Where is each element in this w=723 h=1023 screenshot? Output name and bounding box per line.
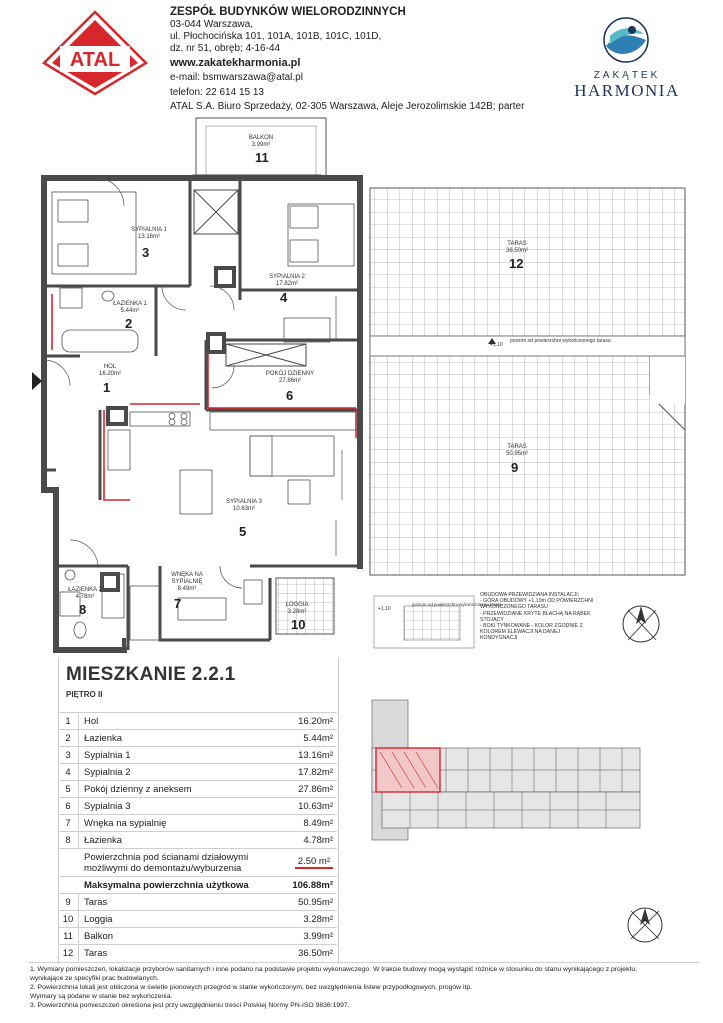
room-label-2: ŁAZIENKA 1 5.44m² bbox=[113, 301, 147, 314]
brand-line-1: ZAKĄTEK bbox=[593, 70, 661, 81]
row-number: 3 bbox=[65, 750, 71, 761]
row-number: 10 bbox=[62, 914, 74, 925]
area-table-row bbox=[58, 927, 337, 945]
area-table-row bbox=[58, 797, 337, 815]
level-mark: +1.10 bbox=[490, 342, 503, 348]
notes-divider bbox=[28, 962, 700, 963]
floor-label: PIĘTRO II bbox=[66, 690, 103, 699]
room-number-8: 8 bbox=[79, 602, 87, 617]
max-area-label: Maksymalna powierzchnia użytkowa bbox=[84, 880, 249, 891]
partition-row bbox=[58, 848, 337, 877]
row-value: 3.28m² bbox=[303, 914, 333, 925]
legend-line: KONDYGNACJI bbox=[480, 635, 518, 642]
legend-line: - PRZEWIDZIANE KRYTE BLACHĄ NA RĄBEK bbox=[480, 610, 591, 617]
row-label: Sypialnia 1 bbox=[84, 750, 131, 761]
row-number: 11 bbox=[63, 931, 73, 942]
row-label: Balkon bbox=[84, 931, 114, 942]
room-number-9: 9 bbox=[511, 460, 519, 475]
terrace-9 bbox=[370, 344, 685, 575]
room-label-6: SYPIALNIA 3 10.63m² bbox=[226, 499, 262, 512]
removable-walls bbox=[52, 294, 356, 500]
row-label: Loggia bbox=[84, 914, 113, 925]
room-number-5: 6 bbox=[286, 388, 294, 403]
room-number-11: 11 bbox=[255, 150, 269, 165]
header-office: ATAL S.A. Biuro Sprzedaży, 02-305 Warszawa, Aleje Jerozolimskie 142B; parter bbox=[170, 101, 525, 112]
room-number-7: 7 bbox=[174, 596, 182, 611]
installation-legend bbox=[480, 592, 593, 642]
area-table-row bbox=[58, 763, 337, 781]
area-table-row bbox=[58, 780, 337, 798]
row-value: 3.99m² bbox=[303, 931, 333, 942]
row-value: 5.44m² bbox=[303, 733, 333, 744]
room-label-8: ŁAZIENKA 2 4.78m² bbox=[68, 587, 102, 600]
row-label: Sypialnia 3 bbox=[84, 801, 131, 812]
footnote: 2. Powierzchnia lokali jest obliczona w świetle pionowych przegród w stanie wykończonym, bez uwzględnienia listew przypodłogowych, progów itp. bbox=[30, 984, 473, 991]
header-phone: telefon: 22 614 15 13 bbox=[170, 87, 264, 98]
legend-line: OBUDOWA PRZEWIDZIANA INSTALACJI: bbox=[480, 592, 580, 598]
row-number: 4 bbox=[65, 767, 71, 778]
room-label-3: SYPIALNIA 1 13.16m² bbox=[131, 227, 167, 240]
row-label: Łazienka bbox=[84, 835, 123, 846]
legend-line: WYKOŃCZONEGO TARASU bbox=[480, 604, 548, 611]
row-label: Sypialnia 2 bbox=[84, 767, 131, 778]
row-number: 8 bbox=[65, 835, 71, 846]
header-plot: dz. nr 51, obręb; 4-16-44 bbox=[170, 43, 281, 54]
row-value: 10.63m² bbox=[298, 801, 333, 812]
row-number: 6 bbox=[65, 801, 71, 812]
room-label-7: WNĘKA NA SYPIALNIĘ 8.49m² bbox=[171, 572, 203, 592]
row-label: Taras bbox=[84, 897, 108, 908]
partition-label-2: możliwymi do demontażu/wyburzenia bbox=[84, 863, 242, 874]
area-table-row bbox=[58, 831, 337, 849]
entrance-arrow-icon bbox=[32, 372, 42, 390]
room-label-1: HOL 16.20m² bbox=[98, 364, 121, 377]
row-label: Łazienka bbox=[84, 733, 123, 744]
partition-value: 2.50 m² bbox=[295, 856, 333, 869]
row-number: 2 bbox=[65, 733, 71, 744]
area-table-row bbox=[58, 944, 337, 962]
room-number-1: 1 bbox=[103, 380, 111, 395]
max-area-row bbox=[58, 876, 337, 894]
brand-line-2: HARMONIA bbox=[574, 81, 680, 100]
footnote: wynikające ze specyfiki prac budowlanych. bbox=[30, 975, 159, 982]
room-label-10: LOGGIA 3.28m² bbox=[285, 602, 309, 615]
legend-level-note: poziom od powierzchni wykończonego tarasu bbox=[412, 602, 503, 607]
table-col-divider bbox=[78, 893, 79, 961]
room-number-12: 12 bbox=[509, 256, 524, 271]
footnote: 1. Wymiary pomieszczeń, lokalizacje przyborów sanitarnych i inne podano na podstawie projektu wykonawczego. W trakcie budowy mogą wystąpić różnice w stosunku do stanu wynikającego z projektu, bbox=[30, 966, 638, 973]
row-value: 8.49m² bbox=[303, 818, 333, 829]
room-number-4: 4 bbox=[280, 290, 288, 305]
row-number: 5 bbox=[65, 784, 71, 795]
room-number-10: 10 bbox=[291, 617, 306, 632]
legend-line: STOJĄCY bbox=[480, 616, 504, 623]
legend-line: KOLOREM ELEWACJI NA DANEJ bbox=[480, 629, 560, 636]
row-number: 9 bbox=[65, 897, 71, 908]
row-label: Taras bbox=[84, 948, 108, 959]
area-table-row bbox=[58, 893, 337, 911]
row-value: 16.20m² bbox=[298, 716, 333, 727]
room-label-5: POKÓJ DZIENNY 27.86m² bbox=[265, 371, 315, 384]
atal-logo bbox=[38, 8, 153, 98]
north-arrow-icon bbox=[623, 606, 659, 642]
header-title: ZESPÓŁ BUDYNKÓW WIELORODZINNYCH bbox=[170, 6, 406, 18]
area-table-row bbox=[58, 746, 337, 764]
terrace-12 bbox=[370, 188, 685, 344]
row-number: 12 bbox=[62, 948, 74, 959]
header-city: 03-044 Warszawa, bbox=[170, 19, 253, 30]
header-street: ul. Płochocińska 101, 101A, 101B, 101C, 101D, bbox=[170, 31, 382, 42]
row-value: 4.78m² bbox=[303, 835, 333, 846]
harmonia-logo bbox=[560, 10, 695, 105]
legend-line: - BOKI TYNKOWANE - KOLOR ZGODNIE Z bbox=[480, 623, 583, 630]
row-label: Hol bbox=[84, 716, 99, 727]
site-plan-thumbnail bbox=[362, 690, 647, 870]
room-label-11: BALKON 3.99m² bbox=[248, 135, 274, 148]
row-value: 27.86m² bbox=[298, 784, 333, 795]
room-label-4: SYPIALNIA 2 17.82m² bbox=[269, 274, 305, 287]
area-table-row bbox=[58, 712, 337, 730]
row-number: 1 bbox=[65, 716, 71, 727]
row-value: 13.16m² bbox=[298, 750, 333, 761]
apartment-title: MIESZKANIE 2.2.1 bbox=[66, 664, 236, 685]
room-label-9: TARAS 50.95m² bbox=[505, 444, 528, 457]
room-number-6: 5 bbox=[239, 524, 247, 539]
shafts bbox=[102, 190, 306, 590]
area-table-row bbox=[58, 910, 337, 928]
partition-label-1: Powierzchnia pod ścianami działowymi bbox=[84, 852, 249, 863]
logo-text: ATAL bbox=[69, 49, 121, 71]
area-table-row bbox=[58, 729, 337, 747]
header-email-link[interactable]: e-mail: bsmwarszawa@atal.pl bbox=[170, 72, 303, 83]
row-value: 36.50m² bbox=[298, 948, 333, 959]
level-note: poziom od powierzchni wykończonego tarasu bbox=[510, 338, 611, 344]
row-label: Pokój dzienny z aneksem bbox=[84, 784, 192, 795]
room-number-2: 2 bbox=[125, 316, 133, 331]
legend-level-mark: +1.10 bbox=[378, 606, 391, 612]
room-label-12: TARAS 36.50m² bbox=[505, 241, 528, 254]
area-table-row bbox=[58, 814, 337, 832]
header-website-link[interactable]: www.zakatekharmonia.pl bbox=[170, 57, 301, 69]
footnote: Wymiary są podane w stanie bez wykończenia. bbox=[30, 993, 173, 1000]
legend-line: - GÓRA OBUDOWY +1,10m OD POWIERZCHNI bbox=[480, 598, 594, 605]
footnote: 3. Powierzchnia pomieszczeń określona jest przy uwzględnieniu treści Polskiej Normy PN-ISO 9836:1997. bbox=[30, 1002, 350, 1009]
row-number: 7 bbox=[65, 818, 71, 829]
row-value: 17.82m² bbox=[298, 767, 333, 778]
row-label: Wnęka na sypialnię bbox=[84, 818, 167, 829]
row-value: 50.95m² bbox=[298, 897, 333, 908]
room-number-3: 3 bbox=[142, 245, 150, 260]
north-arrow-bottom-icon bbox=[625, 905, 665, 950]
table-col-divider bbox=[78, 712, 79, 848]
max-area-value: 106.88m² bbox=[292, 880, 333, 891]
